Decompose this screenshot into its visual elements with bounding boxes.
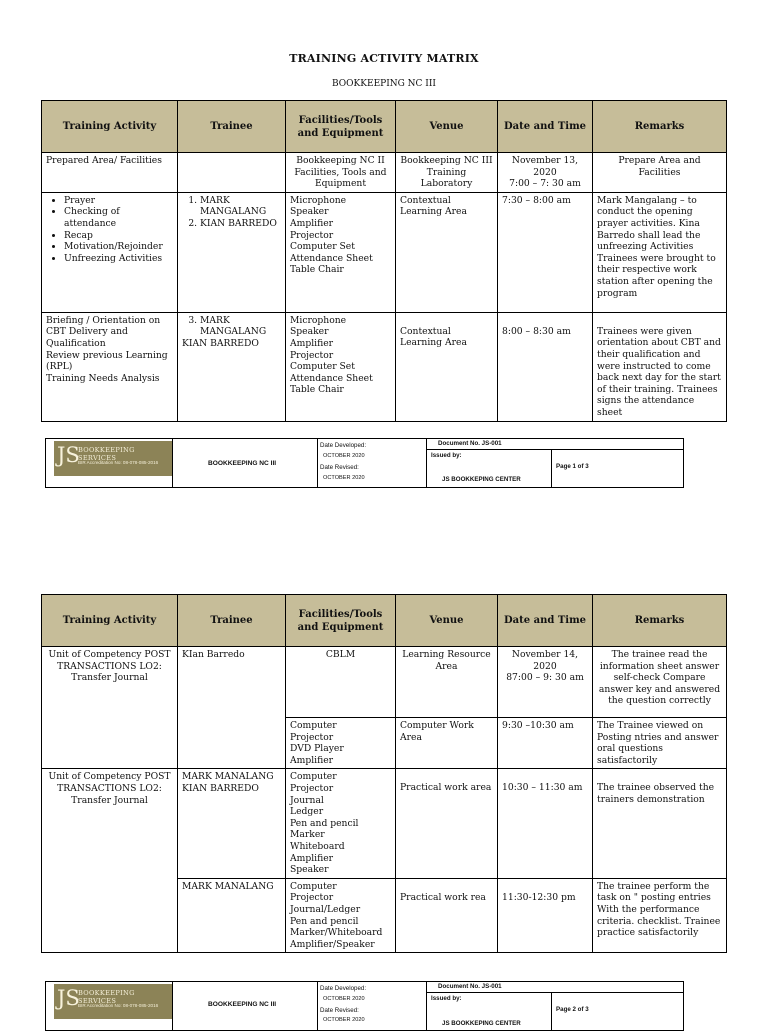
time-text: 7:00 – 7: 30 am	[509, 178, 581, 190]
cell-remarks: Prepare Area and Facilities	[593, 153, 727, 193]
document-title: TRAINING ACTIVITY MATRIX	[289, 52, 479, 65]
date-revised-value: OCTOBER 2020	[323, 1017, 365, 1023]
cell-date-time: 11:30-12:30 pm	[498, 878, 593, 953]
table-row	[42, 312, 727, 421]
list-item: Amplifier	[290, 754, 334, 766]
cell-remarks: The trainee perform the task on " posting entries With the performance criteria. checklist. Trainee practice satisfactorily	[593, 878, 727, 953]
list-item: KIAN BARREDO	[182, 782, 259, 794]
issued-by-label: Issued by:	[431, 452, 462, 459]
list-item: Marker/Whiteboard	[290, 927, 383, 939]
header-facilities: Facilities/Tools and Equipment	[286, 595, 396, 647]
logo-accreditation: BIR Accreditation No: 08-078-085-2016	[78, 460, 159, 465]
list-item: Review previous Learning (RPL)	[46, 349, 168, 373]
list-item: Projector	[290, 349, 334, 361]
cell-date-time: 8:00 – 8:30 am	[498, 312, 593, 421]
cell-trainee	[178, 312, 286, 421]
list-item: Marker	[290, 829, 325, 841]
list-item: Computer Set	[290, 241, 355, 253]
cell-trainee: MARK MANALANG	[178, 878, 286, 953]
cell-activity: Unit of Competency POST TRANSACTIONS LO2: Transfer Journal	[42, 769, 178, 953]
list-item: Speaker	[290, 864, 329, 876]
cell-date-time	[498, 647, 593, 718]
table-header-row	[42, 101, 727, 153]
list-item: Journal	[290, 794, 324, 806]
list-item: Table Chair	[290, 384, 344, 396]
trainee-list	[182, 195, 281, 230]
date-developed-label: Date Developed:	[320, 442, 367, 449]
list-item: KIAN BARREDO	[182, 337, 259, 349]
date-revised-value: OCTOBER 2020	[323, 475, 365, 481]
date-revised-label: Date Revised:	[320, 464, 359, 471]
header-remarks: Remarks	[593, 595, 727, 647]
logo-name: BOOKKEEPING SERVICES	[78, 446, 135, 462]
list-item: Computer	[290, 880, 337, 892]
header-facilities: Facilities/Tools and Equipment	[286, 101, 396, 153]
training-matrix-table-page1	[41, 100, 727, 422]
list-item: • Motivation/Rejoinder	[64, 241, 173, 253]
document-number: Document No. JS-001	[438, 983, 502, 990]
list-item: 1. MARK MANGALANG	[200, 195, 281, 218]
footer-qualification: BOOKKEEPING NC III	[208, 1001, 277, 1008]
issued-by-value: JS BOOKKEPING CENTER	[442, 476, 521, 483]
cell-trainee	[178, 153, 286, 193]
cell-date-time: 9:30 –10:30 am	[498, 718, 593, 769]
cell-activity: Prepared Area/ Facilities	[42, 153, 178, 193]
list-item: Microphone	[290, 314, 347, 326]
list-item: Computer	[290, 771, 337, 783]
cell-trainee	[178, 192, 286, 312]
list-item: Computer	[290, 720, 337, 731]
logo-accreditation: BIR Accreditation No: 08-078-085-2016	[78, 1003, 159, 1008]
list-item: • Prayer	[64, 195, 173, 207]
list-item: Briefing / Orientation on CBT Delivery and Qualification	[46, 314, 161, 349]
training-matrix-table-page2	[41, 594, 727, 953]
cell-activity: Unit of Competency POST TRANSACTIONS LO2: Transfer Journal	[42, 647, 178, 769]
list-item: Amplifier	[290, 217, 334, 229]
cell-facilities	[286, 769, 396, 878]
cell-trainee	[178, 769, 286, 878]
table-row	[42, 192, 727, 312]
list-item: Speaker	[290, 326, 329, 338]
cell-venue: Learning Resource Area	[396, 647, 498, 718]
list-item: Amplifier	[290, 337, 334, 349]
header-trainee: Trainee	[178, 595, 286, 647]
list-item: • Unfreezing Activities	[64, 253, 173, 265]
logo-mark: JS	[57, 986, 80, 1010]
date-text: November 13, 2020	[511, 155, 579, 178]
logo-name: BOOKKEEPING SERVICES	[78, 989, 135, 1005]
list-item: Attendance Sheet	[290, 372, 373, 384]
cell-remarks: The Trainee viewed on Posting ntries and answer oral questions satisfactorily	[593, 718, 727, 769]
cell-facilities	[286, 192, 396, 312]
cell-activity	[42, 312, 178, 421]
list-item: Journal/Ledger	[290, 903, 361, 915]
header-venue: Venue	[396, 101, 498, 153]
cell-venue: Practical work rea	[396, 878, 498, 953]
cell-venue: Contextual Learning Area	[396, 312, 498, 421]
list-item: Pen and pencil	[290, 817, 359, 829]
cell-facilities: Bookkeeping NC II Facilities, Tools and Equipment	[286, 153, 396, 193]
header-venue: Venue	[396, 595, 498, 647]
header-date-time: Date and Time	[498, 595, 593, 647]
header-training-activity: Training Activity	[42, 595, 178, 647]
date-developed-value: OCTOBER 2020	[323, 453, 365, 459]
header-date-time: Date and Time	[498, 101, 593, 153]
table-header-row	[42, 595, 727, 647]
time-text: 87:00 – 9: 30 am	[506, 672, 584, 684]
list-item: Speaker	[290, 206, 329, 218]
date-developed-value: OCTOBER 2020	[323, 996, 365, 1002]
cell-venue: Contextual Learning Area	[396, 192, 498, 312]
cell-activity	[42, 192, 178, 312]
table-row	[42, 647, 727, 718]
list-item: Attendance Sheet	[290, 252, 373, 264]
company-logo	[54, 984, 172, 1019]
table-row	[42, 153, 727, 193]
list-item: Projector	[290, 229, 334, 241]
list-item: Ledger	[290, 806, 324, 818]
document-subtitle: BOOKKEEPING NC III	[332, 79, 436, 89]
header-trainee: Trainee	[178, 101, 286, 153]
header-remarks: Remarks	[593, 101, 727, 153]
cell-facilities	[286, 312, 396, 421]
page-number: Page 1 of 3	[556, 463, 589, 470]
cell-remarks: The trainee read the information sheet answer self-check Compare answer key and answered the question correctly	[593, 647, 727, 718]
cell-date-time	[498, 153, 593, 193]
list-item: 2. KIAN BARREDO	[200, 218, 281, 230]
list-item: Computer Set	[290, 361, 355, 373]
cell-venue: Practical work area	[396, 769, 498, 878]
date-text: November 14, 2020	[511, 649, 579, 672]
logo-mark: JS	[57, 443, 80, 467]
cell-date-time: 10:30 – 11:30 am	[498, 769, 593, 878]
list-item: • Recap	[64, 230, 173, 242]
header-training-activity: Training Activity	[42, 101, 178, 153]
list-item: DVD Player	[290, 743, 344, 755]
footer-qualification: BOOKKEEPING NC III	[208, 460, 277, 467]
page-footer	[45, 438, 684, 488]
list-item: Projector	[290, 782, 334, 794]
cell-venue: Computer Work Area	[396, 718, 498, 769]
list-item: Projector	[290, 731, 334, 743]
cell-date-time: 7:30 – 8:00 am	[498, 192, 593, 312]
page-number: Page 2 of 3	[556, 1006, 589, 1013]
document-number: Document No. JS-001	[438, 440, 502, 447]
list-item: • Checking of attendance	[64, 206, 173, 229]
activity-list	[46, 195, 173, 265]
list-item: MARK MANALANG	[182, 771, 274, 783]
cell-venue: Bookkeeping NC III Training Laboratory	[396, 153, 498, 193]
issued-by-value: JS BOOKKEPING CENTER	[442, 1020, 521, 1027]
cell-trainee: KIan Barredo	[178, 647, 286, 769]
trainee-list	[182, 315, 281, 338]
list-item: Pen and pencil	[290, 915, 359, 927]
list-item: Amplifier/Speaker	[290, 938, 375, 950]
cell-facilities	[286, 878, 396, 953]
cell-facilities	[286, 718, 396, 769]
date-developed-label: Date Developed:	[320, 985, 367, 992]
list-item: 3. MARK MANGALANG	[200, 315, 281, 338]
cell-remarks: Mark Mangalang – to conduct the opening prayer activities. Kina Barredo shall lead the unfreezing Activities Trainees were brought to their respective work station after opening the program	[593, 192, 727, 312]
cell-remarks: Trainees were given orientation about CBT and their qualification and were instructed to come back next day for the start of their training. Trainees signs the attendance sheet	[593, 312, 727, 421]
list-item: Projector	[290, 892, 334, 904]
issued-by-label: Issued by:	[431, 995, 462, 1002]
list-item: Table Chair	[290, 264, 344, 276]
table-row	[42, 769, 727, 878]
list-item: Training Needs Analysis	[46, 372, 160, 384]
list-item: Amplifier	[290, 852, 334, 864]
list-item: Whiteboard	[290, 840, 345, 852]
cell-remarks: The trainee observed the trainers demonstration	[593, 769, 727, 878]
date-revised-label: Date Revised:	[320, 1007, 359, 1014]
cell-facilities: CBLM	[286, 647, 396, 718]
company-logo	[54, 441, 172, 476]
list-item: Microphone	[290, 194, 347, 206]
